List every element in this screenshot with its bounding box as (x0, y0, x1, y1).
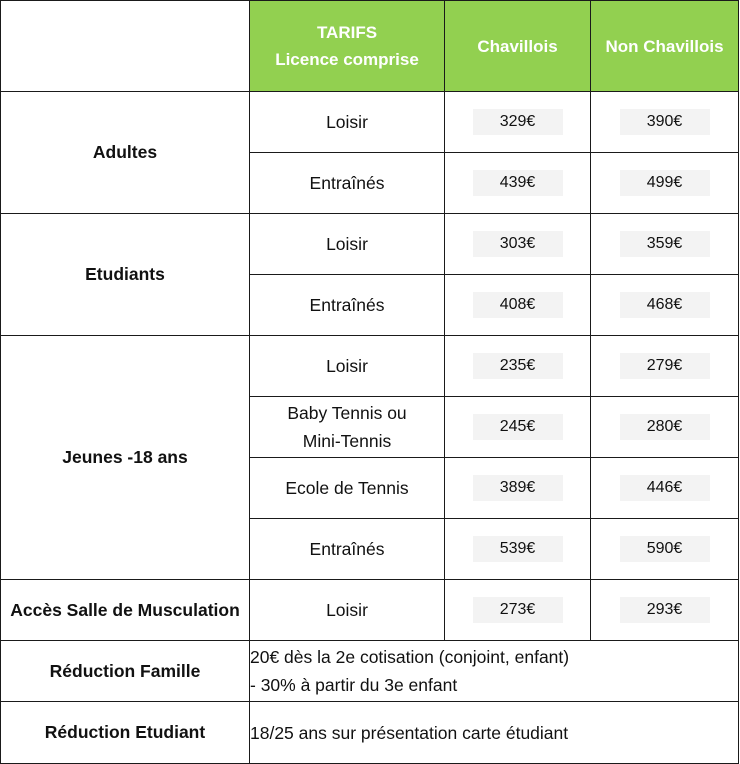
price-value: 390€ (620, 109, 710, 135)
price-chavillois (445, 458, 591, 519)
type-cell (250, 397, 445, 458)
type-line: Baby Tennis ou (287, 403, 407, 423)
table-row (1, 580, 739, 641)
price-value: 273€ (473, 597, 563, 623)
table-row (1, 702, 739, 764)
price-non-chavillois (591, 458, 739, 519)
price-value: 303€ (473, 231, 563, 257)
table-row (1, 641, 739, 702)
price-chavillois (445, 275, 591, 336)
type-line: Mini-Tennis (302, 431, 392, 451)
price-chavillois (445, 336, 591, 397)
price-non-chavillois (591, 92, 739, 153)
table-row (1, 336, 739, 397)
header-non-chavillois: Non Chavillois (591, 1, 739, 92)
price-value: 499€ (620, 170, 710, 196)
category-adultes: Adultes (1, 92, 250, 214)
price-value: 408€ (473, 292, 563, 318)
header-row (1, 1, 739, 92)
price-value: 235€ (473, 353, 563, 379)
type-cell: Entraînés (250, 519, 445, 580)
type-cell: Entraînés (250, 275, 445, 336)
price-value: 245€ (473, 414, 563, 440)
header-tarifs-line1: TARIFS (316, 23, 378, 42)
price-chavillois (445, 580, 591, 641)
price-chavillois (445, 397, 591, 458)
price-value: 446€ (620, 475, 710, 501)
price-value: 293€ (620, 597, 710, 623)
price-non-chavillois (591, 275, 739, 336)
price-value: 590€ (620, 536, 710, 562)
price-value: 439€ (473, 170, 563, 196)
price-chavillois (445, 519, 591, 580)
category-musculation: Accès Salle de Musculation (1, 580, 250, 641)
price-non-chavillois (591, 153, 739, 214)
type-cell: Loisir (250, 580, 445, 641)
price-non-chavillois (591, 336, 739, 397)
price-value: 329€ (473, 109, 563, 135)
price-chavillois (445, 92, 591, 153)
type-cell: Entraînés (250, 153, 445, 214)
header-blank-cell (1, 1, 250, 92)
type-cell: Loisir (250, 92, 445, 153)
table-row (1, 92, 739, 153)
note-line: - 30% à partir du 3e enfant (250, 675, 458, 695)
label-reduction-famille: Réduction Famille (1, 641, 250, 702)
price-value: 468€ (620, 292, 710, 318)
category-jeunes: Jeunes -18 ans (1, 336, 250, 580)
price-chavillois (445, 153, 591, 214)
table-row (1, 214, 739, 275)
type-cell: Ecole de Tennis (250, 458, 445, 519)
price-non-chavillois (591, 214, 739, 275)
header-tarifs-line2: Licence comprise (275, 50, 419, 69)
category-etudiants: Etudiants (1, 214, 250, 336)
note-reduction-famille (250, 641, 739, 702)
price-value: 280€ (620, 414, 710, 440)
label-reduction-etudiant: Réduction Etudiant (1, 702, 250, 764)
type-cell: Loisir (250, 214, 445, 275)
header-tarifs (250, 1, 445, 92)
note-line: 20€ dès la 2e cotisation (conjoint, enfant) (250, 647, 570, 667)
price-non-chavillois (591, 519, 739, 580)
price-value: 279€ (620, 353, 710, 379)
price-value: 359€ (620, 231, 710, 257)
price-value: 389€ (473, 475, 563, 501)
price-value: 539€ (473, 536, 563, 562)
note-reduction-etudiant: 18/25 ans sur présentation carte étudiant (250, 702, 739, 764)
price-chavillois (445, 214, 591, 275)
type-cell: Loisir (250, 336, 445, 397)
price-non-chavillois (591, 397, 739, 458)
header-chavillois: Chavillois (445, 1, 591, 92)
price-non-chavillois (591, 580, 739, 641)
